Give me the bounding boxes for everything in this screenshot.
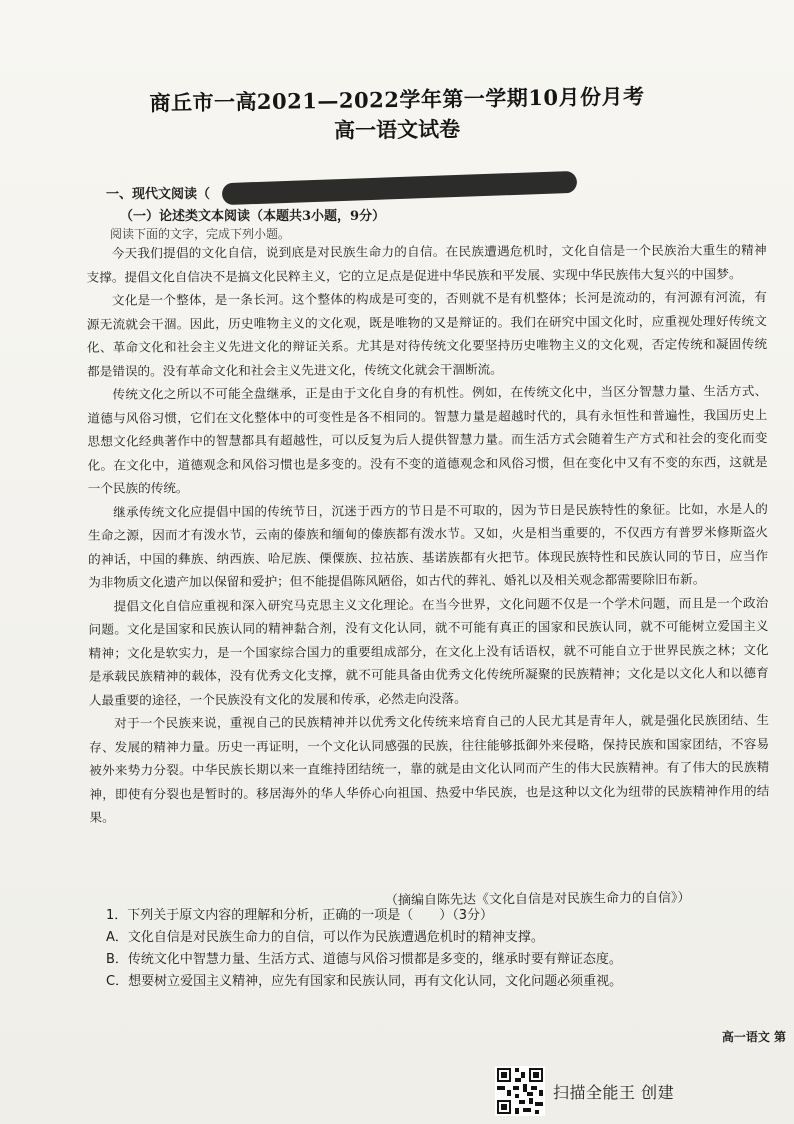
exam-subtitle: 高一语文试卷 bbox=[333, 116, 461, 143]
reading-passage bbox=[86, 238, 769, 829]
exam-title: 商丘市一高2021—2022学年第一学期10月份月考 bbox=[149, 83, 645, 116]
option-c: C．想要树立爱国主义精神，应先有国家和民族认同，再有文化认同，文化问题必须重视。 bbox=[106, 974, 623, 989]
redaction-mark bbox=[222, 171, 578, 205]
passage-paragraph-5: 提倡文化自信应重视和深入研究马克思主义文化理论。在当今世界，文化问题不仅是一个学术问题，而且是一个政治问题。文化是国家和民族认同的精神黏合剂，没有文化认同，就不可能有真正的国家和民族认同，就不可能树立爱国主义精神；文化是软实力，是一个国家综合国力的重要组成部分，在文化上没有话语权，就不可能自立于世界民族之林；文化是承载民族精神的载体，没有优秀文化支撑，就不可能具备由优秀文化传统所凝聚的民族精神；文化是以文化人和以德育人最重要的途径，一个民族没有文化的发展和传承，必然走向没落。 bbox=[88, 594, 769, 708]
reading-instruction: 阅读下面的文字，完成下列小题。 bbox=[110, 227, 291, 241]
page-footer-label: 高一语文 第 bbox=[721, 1030, 786, 1044]
option-a: A．文化自信是对民族生命力的自信，可以作为民族遭遇危机时的精神支撑。 bbox=[106, 930, 544, 945]
scanner-watermark: 扫描全能王 创建 bbox=[553, 1083, 675, 1102]
passage-source: （摘编自陈先达《文化自信是对民族生命力的自信》） bbox=[384, 890, 691, 909]
passage-paragraph-3: 传统文化之所以不可能全盘继承，正是由于文化自身的有机性。例如，在传统文化中，当区分智慧力量、生活方式、道德与风俗习惯，它们在文化整体中的可变性是各不相同的。智慧力量是超越时代的，具有永恒性和普遍性，我国历史上思想文化经典著作中的智慧都具有超越性，可以反复为后人提供智慧力量。而生活方式会随着生产方式和社会的变化而变化。在文化中，道德观念和风俗习惯也是多变的。没有不变的道德观念和风俗习惯，但在变化中又有不变的东西，这就是一个民族的传统。 bbox=[87, 383, 768, 496]
passage-paragraph-2: 文化是一个整体，是一条长河。这个整体的构成是可变的，否则就不是有机整体；长河是流动的，有河源有河流，有源无流就会干涸。因此，历史唯物主义的文化观，既是唯物的又是辩证的。我们在研究中国文化时，应重视处理好传统文化、革命文化和社会主义先进文化的辩证关系。尤其是对待传统文化要坚持历史唯物主义的文化观，否定传统和凝固传统都是错误的。没有革命文化和社会主义先进文化，传统文化就会干涸断流。 bbox=[86, 289, 768, 379]
passage-paragraph-1: 今天我们提倡的文化自信，说到底是对民族生命力的自信。在民族遭遇危机时，文化自信是一个民族治大重生的精神支撑。提倡文化自信决不是搞文化民粹主义，它的立足点是促进中华民族和平发展、实现中华民族伟大复兴的中国梦。 bbox=[86, 242, 767, 285]
passage-paragraph-6: 对于一个民族来说，重视自己的民族精神并以优秀文化传统来培育自己的人民尤其是青年人，就是强化民族团结、生存、发展的精神力量。历史一再证明，一个文化认同感强的民族，往往能够抵御外来侵略，保持民族和国家团结，不容易被外来势力分裂。中华民族长期以来一直维持团结统一，靠的就是由文化认同而产生的伟大民族精神。有了伟大的民族精神，即使有分裂也是暂时的。移居海外的华人华侨心向祖国、热爱中华民族，也是这种以文化为纽带的民族精神作用的结果。 bbox=[89, 712, 770, 825]
option-b: B．传统文化中智慧力量、生活方式、道德与风俗习惯都是多变的，继承时要有辩证态度。 bbox=[106, 952, 622, 967]
subsection-heading: （一）论述类文本阅读（本题共3小题，9分） bbox=[120, 209, 386, 224]
section-heading: 一、现代文阅读（ bbox=[106, 187, 211, 202]
passage-paragraph-4: 继承传统文化应提倡中国的传统节日，沉迷于西方的节日是不可取的，因为节日是民族特性的象征。比如，水是人的生命之源，因而才有泼水节，云南的傣族和缅甸的傣族都有泼水节。又如，火是相当重要的，不仅西方有普罗米修斯盗火的神话，中国的彝族、纳西族、哈尼族、傈僳族、拉祜族、基诺族都有火把节。体现民族特性和民族认同的节日，应当作为非物质文化遗产加以保留和爱护；但不能提倡陈风陋俗，如古代的葬礼、婚礼以及相关观念都需要除旧布新。 bbox=[87, 500, 769, 590]
question-1 bbox=[106, 905, 771, 993]
question-stem: 1．下列关于原文内容的理解和分析，正确的一项是（ ）（3分） bbox=[106, 908, 494, 923]
qr-code-icon bbox=[495, 1066, 545, 1116]
